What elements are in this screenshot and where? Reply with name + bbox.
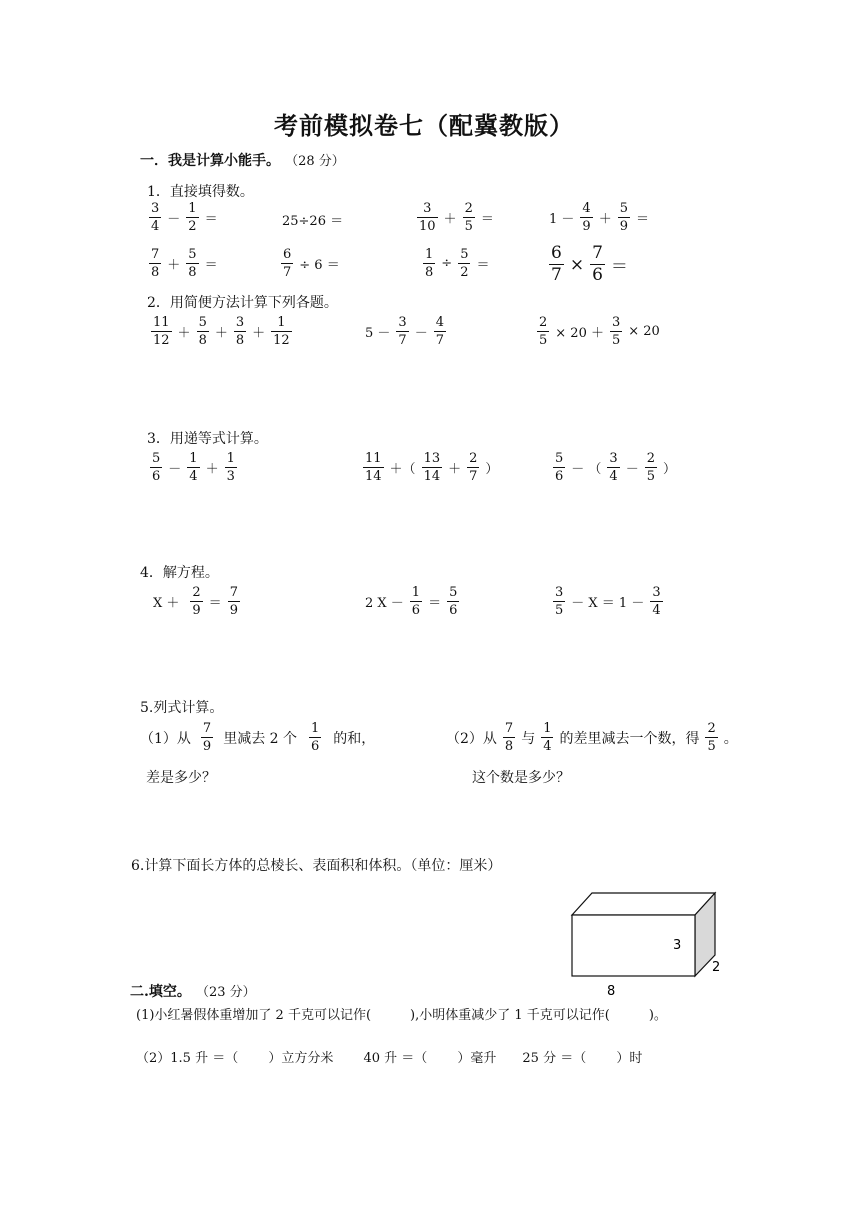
q2-expr-2: 5 － $\frac{3}{7}$ － $\frac{4}{7}$ xyxy=(365,315,444,348)
q2-expr-1: $\frac{11}{12}$ ＋ $\frac{5}{8}$ ＋ $\frac{3}{8}$ ＋ $\frac{1}{12}$ xyxy=(153,315,290,348)
fraction: $\frac{7}{8}$ xyxy=(504,721,514,754)
q1-expr-6: $\frac{6}{7}$ ÷ 6 ＝ xyxy=(283,247,340,280)
fraction: $\frac{3}{10}$ xyxy=(419,201,436,234)
q1-expr-1: $\frac{3}{4}$ － $\frac{1}{2}$ ＝ xyxy=(151,201,218,234)
q5-part2-line2: 这个数是多少？ xyxy=(472,770,570,786)
q1-label: 1．直接填得数。 xyxy=(147,184,254,200)
fraction: $\frac{5}{8}$ xyxy=(198,315,207,348)
q5-part2: （2）从 $\frac{7}{8}$ 与 $\frac{1}{4}$ 的差里减去一个数，得 $\frac{2}{5}$ 。 xyxy=(446,721,738,754)
fraction: $\frac{6}{7}$ xyxy=(551,243,562,285)
fraction: $\frac{1}{2}$ xyxy=(188,201,197,234)
fraction: $\frac{2}{9}$ xyxy=(192,585,201,618)
section1-heading: 一．我是计算小能手。 xyxy=(140,153,280,169)
cuboid-top-face xyxy=(572,893,715,915)
fraction: $\frac{7}{9}$ xyxy=(229,585,238,618)
fraction: $\frac{1}{6}$ xyxy=(311,721,320,754)
q4-expr-3: $\frac{3}{5}$ － X ＝ 1 － $\frac{3}{4}$ xyxy=(555,585,661,618)
fraction: $\frac{7}{9}$ xyxy=(202,721,212,754)
fraction: $\frac{2}{5}$ xyxy=(539,315,548,348)
fraction: $\frac{5}{9}$ xyxy=(619,201,628,234)
q3-label: 3．用递等式计算。 xyxy=(147,431,268,447)
fraction: $\frac{5}{6}$ xyxy=(555,451,564,484)
q1-expr-8: $\frac{6}{7}$ × $\frac{7}{6}$ ＝ xyxy=(551,243,628,285)
q3-expr-3: $\frac{5}{6}$ － （ $\frac{3}{4}$ － $\frac{2}{5}$ ） xyxy=(555,451,677,484)
fraction: $\frac{3}{5}$ xyxy=(611,315,621,348)
q1-expr-5: $\frac{7}{8}$ ＋ $\frac{5}{8}$ ＝ xyxy=(151,247,218,280)
q6-label: 6.计算下面长方体的总棱长、表面积和体积。（单位：厘米） xyxy=(131,858,502,874)
q5-part1-line2: 差是多少？ xyxy=(146,770,216,786)
fraction: $\frac{13}{14}$ xyxy=(423,451,441,484)
fraction: $\frac{2}{5}$ xyxy=(707,721,716,754)
fraction: $\frac{11}{12}$ xyxy=(153,315,170,348)
fraction: $\frac{3}{7}$ xyxy=(398,315,407,348)
fraction: $\frac{2}{7}$ xyxy=(469,451,478,484)
cuboid-height-label: 3 xyxy=(673,938,682,953)
q2-label: 2．用简便方法计算下列各题。 xyxy=(147,295,338,311)
fraction: $\frac{1}{4}$ xyxy=(189,451,198,484)
q3-expr-2: $\frac{11}{14}$ ＋（ $\frac{13}{14}$ ＋ $\frac{2}{7}$ ） xyxy=(365,451,499,484)
fraction: $\frac{3}{4}$ xyxy=(151,201,160,234)
fraction: $\frac{5}{2}$ xyxy=(460,247,469,280)
fraction: $\frac{3}{4}$ xyxy=(609,451,618,484)
fraction: $\frac{3}{5}$ xyxy=(555,585,564,618)
section1-header xyxy=(140,150,345,170)
fraction: $\frac{6}{7}$ xyxy=(283,247,292,280)
q4-label: 4．解方程。 xyxy=(140,565,219,581)
fraction: $\frac{7}{8}$ xyxy=(151,247,160,280)
page-title: 考前模拟卷七（配冀教版） xyxy=(274,111,574,140)
fraction: $\frac{1}{6}$ xyxy=(411,585,421,618)
fraction: $\frac{1}{4}$ xyxy=(543,721,552,754)
cuboid-depth-label: 2 xyxy=(712,960,721,975)
cuboid-figure xyxy=(560,885,730,1000)
fraction: $\frac{2}{5}$ xyxy=(646,451,655,484)
fraction: $\frac{7}{6}$ xyxy=(592,243,603,285)
section2-header xyxy=(130,981,256,1001)
fraction: $\frac{4}{9}$ xyxy=(582,201,591,234)
fraction: $\frac{1}{12}$ xyxy=(273,315,290,348)
section2-score: （23 分） xyxy=(195,985,256,1000)
cuboid-length-label: 8 xyxy=(607,984,616,999)
fraction: $\frac{3}{4}$ xyxy=(652,585,661,618)
q3-expr-1: $\frac{5}{6}$ － $\frac{1}{4}$ ＋ $\frac{1}{3}$ xyxy=(152,451,235,484)
fraction: $\frac{4}{7}$ xyxy=(435,315,444,348)
section2-q1: (1)小红暑假体重增加了 2 千克可以记作( ),小明体重减少了 1 千克可以记作( )。 xyxy=(136,1008,667,1023)
q2-expr-3: $\frac{2}{5}$ × 20 ＋ $\frac{3}{5}$ × 20 xyxy=(539,315,660,348)
fraction: $\frac{1}{8}$ xyxy=(425,247,434,280)
fraction: $\frac{1}{3}$ xyxy=(226,451,235,484)
fraction: $\frac{11}{14}$ xyxy=(365,451,382,484)
fraction: $\frac{5}{6}$ xyxy=(152,451,161,484)
q4-expr-1: X ＋ $\frac{2}{9}$ ＝ $\frac{7}{9}$ xyxy=(153,585,238,618)
section2-q2: （2）1.5 升 ＝（ ）立方分米 40 升 ＝（ ）毫升 25 分 ＝（ ）时 xyxy=(136,1051,643,1066)
q1-expr-2: 25÷26 ＝ xyxy=(282,214,344,229)
fraction: $\frac{5}{8}$ xyxy=(188,247,197,280)
q1-expr-7: $\frac{1}{8}$ ÷ $\frac{5}{2}$ ＝ xyxy=(425,247,490,280)
section2-heading: 二.填空。 xyxy=(130,984,191,1000)
q1-expr-3: $\frac{3}{10}$ ＋ $\frac{2}{5}$ ＝ xyxy=(419,201,494,234)
q4-expr-2: 2 X － $\frac{1}{6}$ ＝ $\frac{5}{6}$ xyxy=(365,585,458,618)
q5-part1: （1）从 $\frac{7}{9}$ 里减去 2 个 $\frac{1}{6}$ 的和， xyxy=(140,721,376,754)
q5-label: 5.列式计算。 xyxy=(140,700,224,716)
fraction: $\frac{3}{8}$ xyxy=(235,315,245,348)
fraction: $\frac{2}{5}$ xyxy=(464,201,473,234)
section1-score: （28 分） xyxy=(285,154,345,169)
q1-expr-4: 1 － $\frac{4}{9}$ ＋ $\frac{5}{9}$ ＝ xyxy=(549,201,649,234)
fraction: $\frac{5}{6}$ xyxy=(449,585,458,618)
